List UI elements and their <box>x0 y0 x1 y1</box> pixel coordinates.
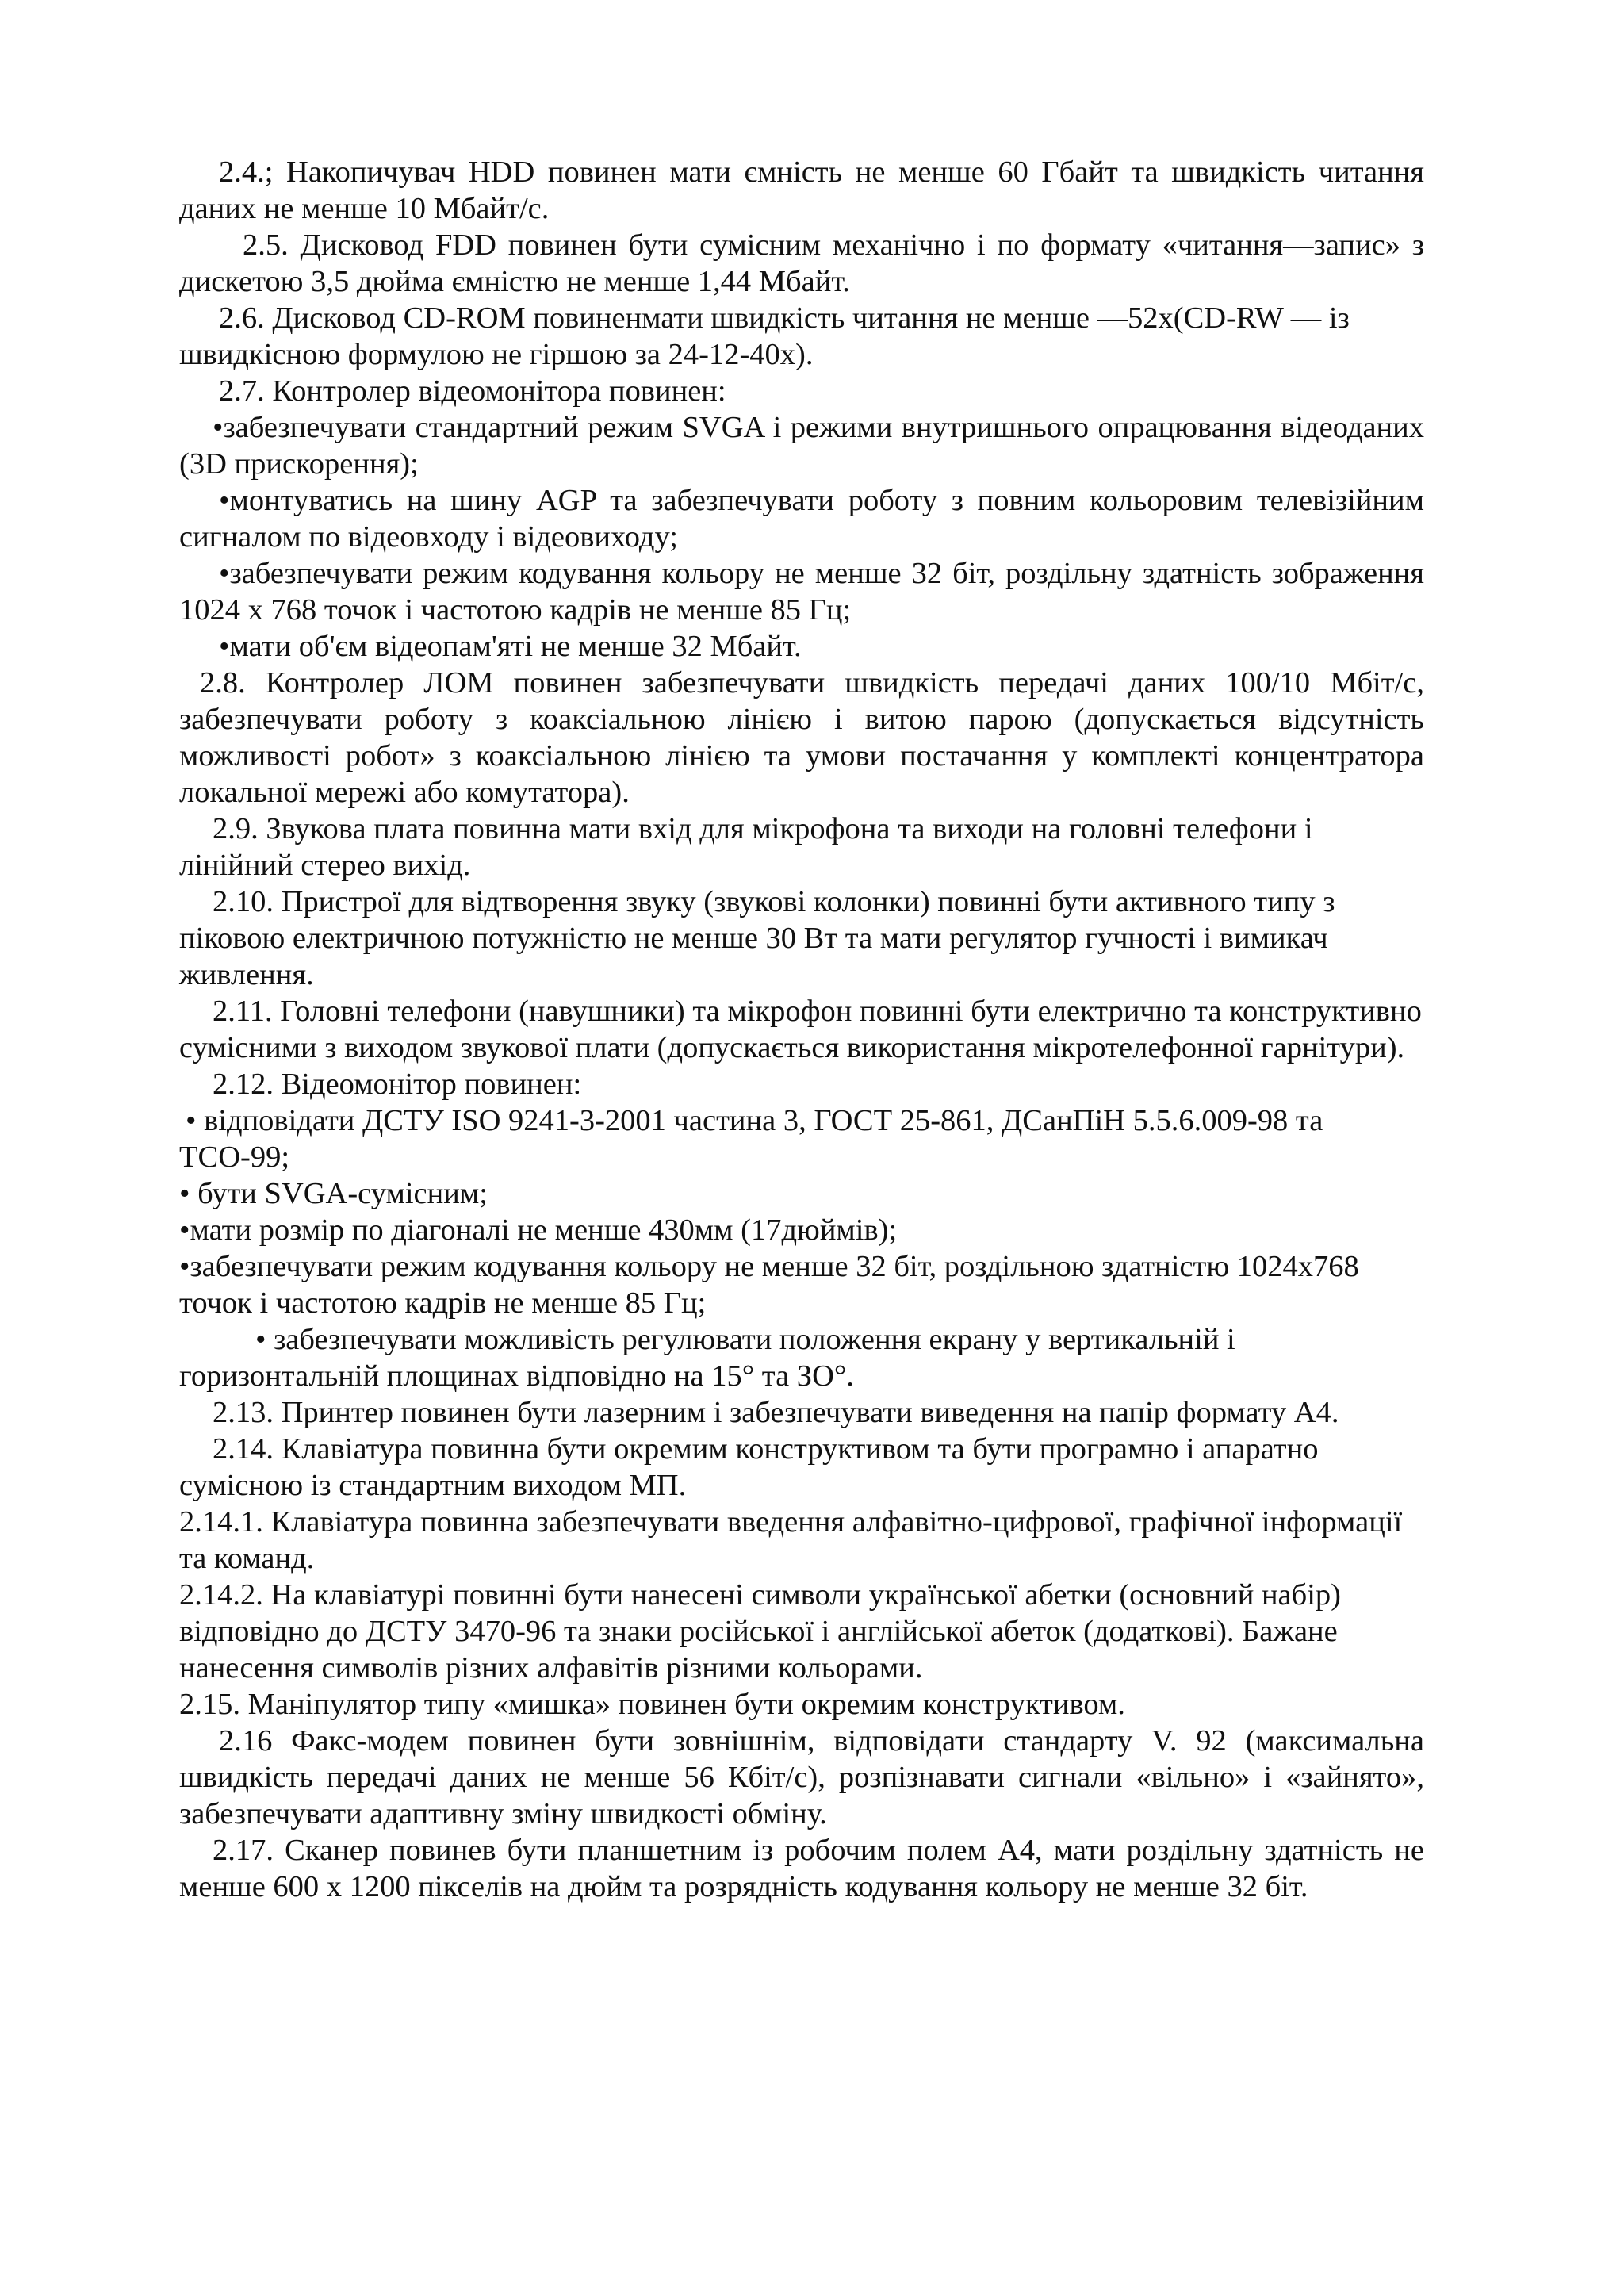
paragraph-2-6: 2.6. Дисковод CD-ROM повиненмати швидкість читання не менше —52х(CD-RW — із швидкісною формулою не гіршою за 24-12-40х). <box>179 301 1350 371</box>
paragraph-2-14: 2.14. Клавіатура повинна бути окремим конструктивом та бути програмно і апаратно сумісною із стандартним виходом МП. <box>179 1432 1319 1502</box>
bullet-screen-adjustment: • забезпечувати можливість регулювати положення екрану у вертикальній і горизонтальній площинах відповідно на 15° та ЗО°. <box>179 1323 1235 1393</box>
bullet-svga-mode: •забезпечувати стандартний режим SVGA і режими внутришнього опрацювання відеоданих (3D прискорення); <box>179 411 1424 481</box>
bullet-color-depth: •забезпечувати режим кодування кольору не менше 32 біт, роздільну здатність зображення 1024 х 768 точок і частотою кадрів не менше 85 Гц; <box>179 557 1424 627</box>
paragraph-2-15: 2.15. Маніпулятор типу «мишка» повинен бути окремим конструктивом. <box>179 1688 1125 1721</box>
paragraph-2-13: 2.13. Принтер повинен бути лазерним і забезпечувати виведення на папір формату А4. <box>213 1396 1339 1429</box>
bullet-dstu-iso: • відповідати ДСТУ ISO 9241-3-2001 частина 3, ГОСТ 25-861, ДСанПіН 5.5.6.009-98 та ТСО-99; <box>179 1104 1323 1174</box>
paragraph-2-5: 2.5. Дисковод FDD повинен бути сумісним механічно і по формату «читання—запис» з дискетою 3,5 дюйма ємністю не менше 1,44 Мбайт. <box>179 228 1424 298</box>
paragraph-2-14-1: 2.14.1. Клавіатура повинна забезпечувати введення алфавітно-цифрової, графічної інформації та команд. <box>179 1505 1403 1575</box>
paragraph-2-9: 2.9. Звукова плата повинна мати вхід для мікрофона та виходи на головні телефони і лінійний стерео вихід. <box>179 812 1313 882</box>
bullet-diagonal-size: •мати розмір по діагоналі не менше 430мм (17дюймів); <box>179 1213 898 1247</box>
bullet-video-memory: •мати об'єм відеопам'яті не менше 32 Мбайт. <box>219 630 802 663</box>
paragraph-2-11: 2.11. Головні телефони (навушники) та мікрофон повинні бути електрично та конструктивно сумісними з виходом звукової плати (допускається використання мікротелефонної гарнітури). <box>179 995 1422 1064</box>
bullet-agp-bus: •монтуватись на шину AGP та забезпечувати роботу з повним кольоровим телевізійним сигналом по відеовходу і відеовиходу; <box>179 484 1424 554</box>
paragraph-2-14-2: 2.14.2. На клавіатурі повинні бути нанесені символи української абетки (основний набір) відповідно до ДСТУ 3470-96 та знаки російської і англійської абеток (додаткові). Бажане нанесення символів різних алфавітів різними кольорами. <box>179 1578 1341 1685</box>
bullet-monitor-color-depth: •забезпечувати режим кодування кольору не менше 32 біт, роздільною здатністю 1024x768 точок і частотою кадрів не менше 85 Гц; <box>179 1250 1359 1320</box>
paragraph-2-10: 2.10. Пристрої для відтворення звуку (звукові колонки) повинні бути активного типу з піковою електричною потужністю не менше 30 Вт та мати регулятор гучності і вимикач живлення. <box>179 885 1335 991</box>
paragraph-2-7: 2.7. Контролер відеомонітора повинен: <box>219 374 726 408</box>
paragraph-2-4: 2.4.; Накопичувач HDD повинен мати ємність не менше 60 Гбайт та швидкість читання даних не менше 10 Мбайт/с. <box>179 155 1424 225</box>
paragraph-2-17: 2.17. Сканер повинев бути планшетним із робочим полем А4, мати роздільну здатність не менше 600 х 1200 пікселів на дюйм та розрядність кодування кольору не менше 32 біт. <box>179 1834 1424 1903</box>
paragraph-2-16: 2.16 Факс-модем повинен бути зовнішнім, відповідати стандарту V. 92 (максимальна швидкість передачі даних не менше 56 Кбіт/с), розпізнавати сигнали «вільно» і «зайнято», забезпечувати адаптивну зміну швидкості обміну. <box>179 1724 1424 1830</box>
paragraph-2-8: 2.8. Контролер ЛОМ повинен забезпечувати швидкість передачі даних 100/10 Мбіт/с, забезпечувати роботу з коаксіальною лінією і витою парою (допускається відсутність можливості робот» з коаксіальною лінією та умови постачання у комплекті концентратора локальної мережі або комутатора). <box>179 666 1424 809</box>
bullet-svga-compatible: • бути SVGA-сумісним; <box>179 1177 488 1210</box>
document-body <box>179 154 1424 1905</box>
paragraph-2-12: 2.12. Відеомонітор повинен: <box>213 1068 582 1101</box>
